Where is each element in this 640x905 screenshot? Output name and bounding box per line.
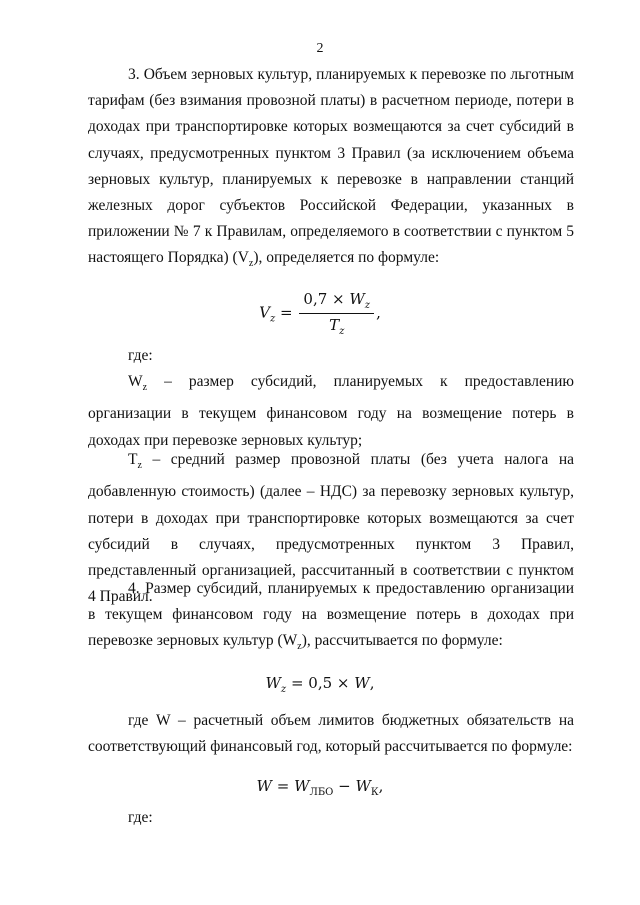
formula-wz-end: ,: [369, 674, 375, 692]
formula-w-end: ,: [378, 777, 384, 795]
where-label-2: где:: [128, 809, 153, 826]
formula-vz-fraction: [299, 290, 374, 337]
formula-w-b-sub: К: [370, 787, 379, 798]
formula-vz-end: ,: [376, 303, 381, 322]
formula-vz: [0, 290, 640, 337]
paragraph-3-tail: ), определяется по формуле:: [253, 249, 440, 267]
paragraph-4: [88, 576, 574, 661]
formula-wz: [0, 674, 640, 695]
definition-wz-symbol: W: [128, 373, 143, 390]
paragraph-4-tail: ), рассчитывается по формуле:: [301, 632, 503, 650]
formula-w-lhs: W: [256, 777, 272, 795]
definition-tz-sub: z: [137, 460, 142, 472]
formula-vz-lhs-sub: z: [269, 313, 276, 325]
formula-vz-denominator: [329, 314, 344, 337]
definition-w: где W – расчетный объем лимитов бюджетных обязательств на соответствующий финансовый год, который рассчитывается по формуле:: [88, 712, 574, 756]
formula-vz-num-var: W: [349, 290, 365, 308]
paragraph-3-sub: z: [248, 258, 254, 270]
formula-w-b: W: [355, 777, 371, 795]
formula-w-minus: −: [333, 777, 356, 795]
paragraph-4-sub: z: [297, 641, 302, 653]
formula-wz-var: W: [354, 674, 370, 692]
page-number: 2: [316, 41, 324, 56]
paragraph-4-text: 4. Размер субсидий, планируемых к предоставлению организации в текущем финансовом году на возмещение потерь в доходах при перевозке зерновых культур (W: [88, 580, 574, 650]
formula-vz-numerator: [299, 290, 374, 314]
formula-vz-lhs: V: [259, 303, 270, 322]
formula-w-a-sub: ЛБО: [309, 787, 334, 798]
definition-wz: [88, 369, 574, 454]
formula-vz-den-var: T: [329, 316, 340, 334]
formula-vz-num-coef: 0,7 ×: [303, 290, 350, 308]
paragraph-3-text: 3. Объем зерновых культур, планируемых к перевозке по льготным тарифам (без взимания провозной платы) в расчетном периоде, потери в доходах при транспортировке которых возмещаются за счет субсидий в случаях, предусмотренных пунктом 3 Правил (за исключением объема зерновых культур, планируемых к перевозке в направлении станций железных дорог субъектов Российской Федерации, указанных в приложении № 7 к Правилам, определяемого в соответствии с пунктом 5 настоящего Порядка) (V: [88, 66, 574, 267]
formula-w-a: W: [294, 777, 310, 795]
formula-w-eq: =: [271, 777, 295, 795]
formula-wz-lhs-sub: z: [280, 684, 287, 695]
definition-tz-symbol: T: [128, 451, 138, 468]
definition-wz-sub: z: [142, 382, 148, 394]
formula-vz-den-sub: z: [339, 326, 345, 337]
formula-wz-rhs: = 0,5 ×: [286, 674, 355, 692]
paragraph-3: [88, 62, 574, 278]
formula-vz-eq: =: [280, 303, 293, 322]
definition-wz-text: – размер субсидий, планируемых к предоставлению организации в текущем финансовом году на возмещение потерь в доходах при перевозке зерновых культур;: [88, 373, 574, 449]
definition-tz-text: – средний размер провозной платы (без учета налога на добавленную стоимость) (далее – НДС) за перевозку зерновых культур, потери в доходах при транспортировке которых возмещаются за счет субсидий в случаях, предусмотренных пунктом 3 Правил, представленный организацией, рассчитанный в соответствии с пунктом 4 Правил.: [88, 451, 574, 606]
formula-wz-lhs: W: [265, 674, 281, 692]
formula-vz-num-sub: z: [364, 300, 371, 311]
where-label-1: где:: [128, 347, 153, 364]
formula-w: [0, 777, 640, 798]
